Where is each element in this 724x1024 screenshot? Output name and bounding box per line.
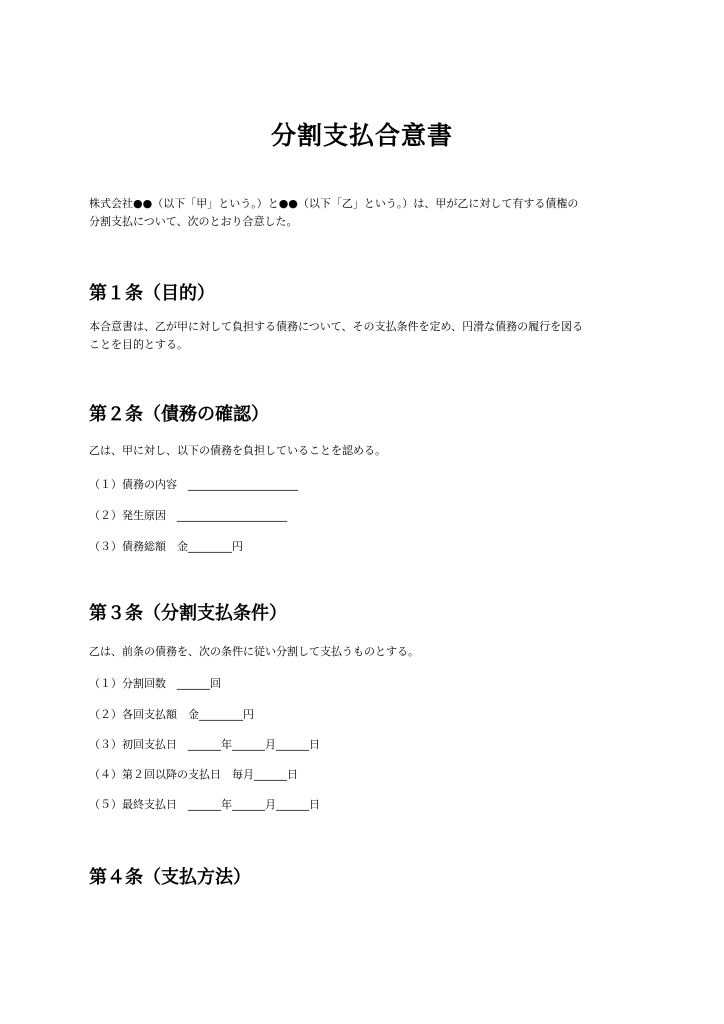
article-3-item-5: （５）最終支払日 ______年______月______日: [89, 798, 320, 811]
article-3-item-2: （２）各回支払額 金________円: [89, 708, 254, 721]
article-1-body: 本合意書は、乙が甲に対して負担する債務について、その支払条件を定め、円滑な債務の履行を図る ことを目的とする。: [89, 320, 584, 351]
article-2-item-2: （２）発生原因 ____________________: [89, 509, 287, 522]
document-title: 分割支払合意書: [270, 121, 453, 150]
article-3-body: 乙は、前条の債務を、次の条件に従い分割して支払うものとする。: [89, 645, 419, 658]
article-2-body: 乙は、甲に対し、以下の債務を負担していることを認める。: [89, 444, 386, 457]
article-4-heading: 第４条（支払方法）: [89, 867, 251, 888]
article-2-heading: 第２条（債務の確認）: [89, 404, 269, 425]
article-3-item-1: （１）分割回数 ______回: [89, 677, 221, 690]
preamble-text: 株式会社●●（以下「甲」という。）と●●（以下「乙」という。）は、甲が乙に対して有する債権の 分割支払について、次のとおり合意した。: [89, 197, 579, 228]
article-2-item-3: （３）債務総額 金________円: [89, 540, 243, 553]
article-1-heading: 第１条（目的）: [89, 283, 215, 304]
article-3-heading: 第３条（分割支払条件）: [89, 603, 287, 624]
article-2-item-1: （１）債務の内容 ____________________: [89, 478, 298, 491]
article-3-item-3: （３）初回支払日 ______年______月______日: [89, 738, 320, 751]
article-3-item-4: （４）第２回以降の支払日 毎月______日: [89, 768, 298, 781]
